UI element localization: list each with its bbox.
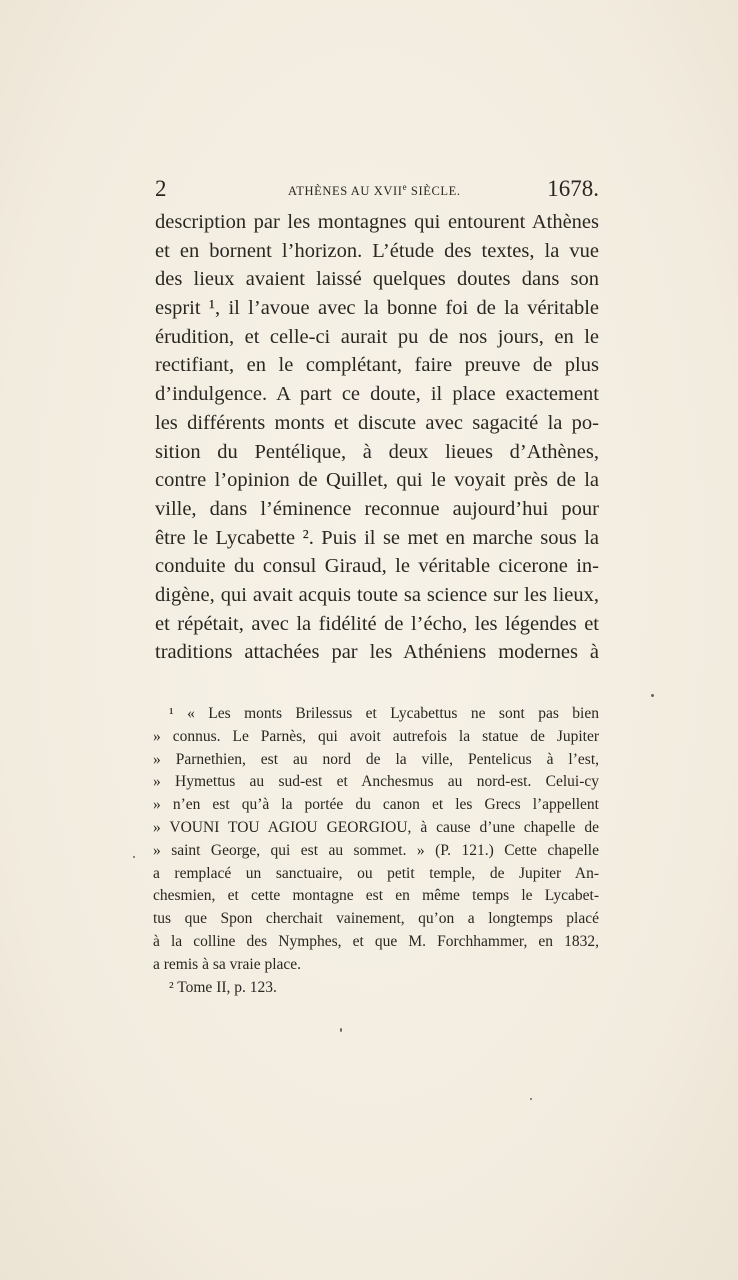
footnote-line: ² Tome II, p. 123. bbox=[169, 978, 277, 996]
footnote-line: » Hymettus au sud-est et Anchesmus au nord-est. Celui-cy bbox=[153, 773, 599, 791]
running-title bbox=[288, 182, 461, 199]
body-line: les différents monts et discute avec sagacité la po- bbox=[155, 411, 599, 434]
footnotes bbox=[153, 703, 599, 999]
page-number: 2 bbox=[155, 176, 167, 201]
body-line: esprit ¹, il l’avoue avec la bonne foi de la véritable bbox=[155, 297, 599, 320]
body-line: des lieux avaient laissé quelques doutes dans son bbox=[155, 268, 599, 291]
footnote-line: » Parnethien, est au nord de la ville, Pentelicus à l’est, bbox=[153, 750, 599, 768]
footnote-line: à la colline des Nymphes, et que M. Forchhammer, en 1832, bbox=[153, 932, 599, 950]
body-line: conduite du consul Giraud, le véritable cicerone in- bbox=[155, 555, 599, 578]
body-text bbox=[155, 208, 599, 667]
body-line: description par les montagnes qui entourent Athènes bbox=[155, 211, 599, 233]
body-line: contre l’opinion de Quillet, qui le voyait près de la bbox=[155, 469, 599, 492]
footnote-line: ¹ « Les monts Brilessus et Lycabettus ne sont pas bien bbox=[169, 705, 599, 722]
page-header bbox=[155, 176, 599, 204]
body-line: rectifiant, en le complétant, faire preuve de plus bbox=[155, 354, 599, 377]
body-line: et répétait, avec la fidélité de l’écho, les légendes et bbox=[155, 612, 599, 635]
footnote-line: a remplacé un sanctuaire, ou petit temple, de Jupiter An- bbox=[153, 864, 599, 882]
body-line: être le Lycabette ². Puis il se met en marche sous la bbox=[155, 526, 599, 549]
running-title-superscript: e bbox=[402, 182, 408, 192]
body-line: traditions attachées par les Athéniens modernes à bbox=[155, 641, 599, 664]
page-year: 1678. bbox=[547, 176, 599, 201]
paper-speck bbox=[530, 1098, 532, 1100]
paper-speck bbox=[340, 1028, 342, 1032]
paper-speck bbox=[651, 694, 654, 697]
footnote-line: chesmien, et cette montagne est en même temps le Lycabet- bbox=[153, 887, 599, 905]
body-line: et en bornent l’horizon. L’étude des textes, la vue bbox=[155, 239, 599, 262]
footnote-line: » VOUNI TOU AGIOU GEORGIOU, à cause d’une chapelle de bbox=[153, 818, 599, 836]
paper-speck bbox=[133, 856, 135, 858]
body-line: sition du Pentélique, à deux lieues d’Athènes, bbox=[155, 440, 599, 463]
running-title-main: ATHÈNES AU XVII bbox=[288, 184, 403, 199]
body-line: digène, qui avait acquis toute sa science sur les lieux, bbox=[155, 583, 599, 606]
footnote-line: tus que Spon cherchait vainement, qu’on a longtemps placé bbox=[153, 910, 599, 928]
footnote-line: a remis à sa vraie place. bbox=[153, 955, 302, 973]
body-line: ville, dans l’éminence reconnue aujourd’hui pour bbox=[155, 497, 599, 520]
running-title-end: SIÈCLE. bbox=[407, 184, 461, 199]
footnote-line: » saint George, qui est au sommet. » (P. 121.) Cette chapelle bbox=[153, 841, 599, 859]
footnote-line: » n’en est qu’à la portée du canon et les Grecs l’appellent bbox=[153, 796, 599, 814]
body-line: érudition, et celle-ci aurait pu de nos jours, en le bbox=[155, 325, 599, 348]
body-line: d’indulgence. A part ce doute, il place exactement bbox=[155, 383, 599, 406]
footnote-line: » connus. Le Parnès, qui avoit autrefois la statue de Jupiter bbox=[153, 727, 599, 745]
